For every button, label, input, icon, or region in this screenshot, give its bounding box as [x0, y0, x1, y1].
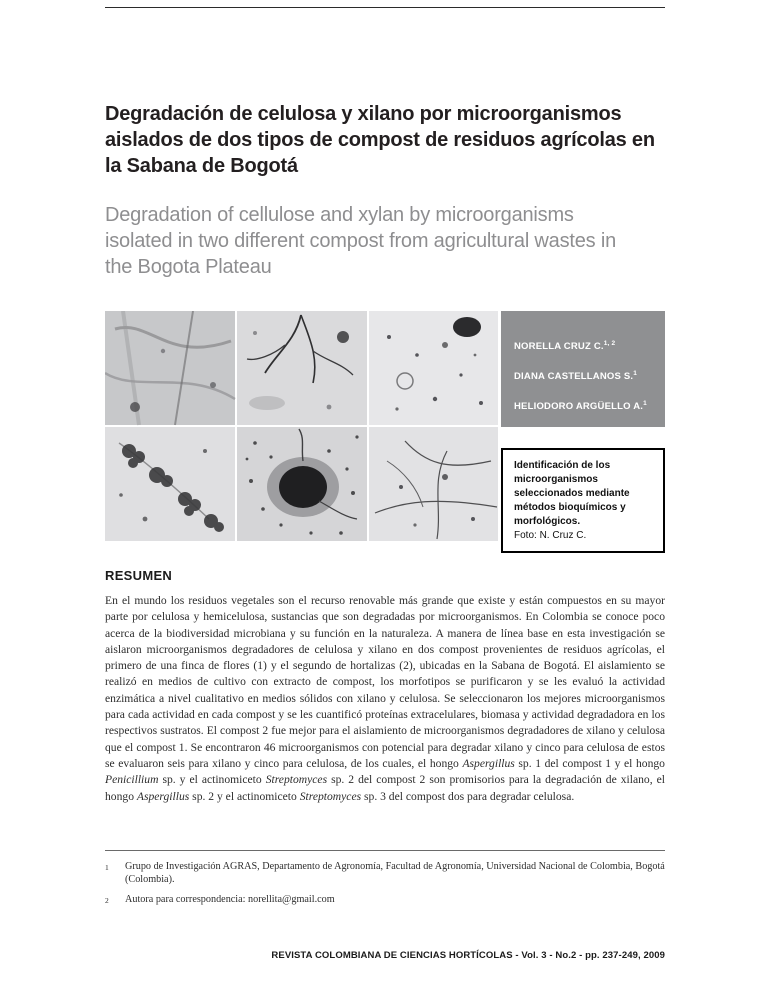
media-row [105, 311, 665, 541]
micrograph-tile [369, 427, 498, 541]
footnote-text: Grupo de Investigación AGRAS, Departamento de Agronomía, Facultad de Agronomía, Universidad Nacional de Colombia, Bogotá (Colombia). [125, 860, 665, 886]
micrograph-tile [237, 311, 367, 425]
abstract-text: En el mundo los residuos vegetales son el recurso renovable más grande que existe y están compuestos en su mayor parte por celulosa y hemicelulosa, sustancias que son degradadas por microorganismos. En Colombia se conoce poco acerca de la biodiversidad microbiana y su función en la naturaleza. A manera de línea base en esta investigación se aislaron microorganismos degradadores de celulosa y xilano en dos compost provenientes de residuos agrícolas, el primero de una finca de flores (1) y el segundo de hortalizas (2), ubicadas en la Sabana de Bogotá. El aislamiento se realizó en medios de cultivo con extracto de compost, los morfotipos se purificaron y se les evaluó la actividad enzimática a nivel cualitativo en medios sólidos con xilano y celulosa. Se seleccionaron los mejores microorganismos para cada actividad en cada compost y se les cuantificó proteínas extracelulares, biomasa y actividad degradadora en los respectivos sustratos. El compost 2 fue mejor para el aislamiento de microorganismos degradadores de xilano y celulosa que el compost 1. Se encontraron 46 microorganismos con potencial para degradar xilano y cinco para celulosa de estos se evaluaron seis para xilano y cinco para celulosa, de los cuales, el hongo Aspergillus sp. 1 del compost 1 y el hongo Penicillium sp. y el actinomiceto Streptomyces sp. 2 del compost 2 son promisorios para la degradación de xilano, el hongo Aspergillus sp. 2 y el actinomiceto Streptomyces sp. 3 del compost dos para degradar celulosa. [105, 594, 665, 803]
micrograph-tile [369, 311, 498, 425]
author-name [514, 400, 652, 412]
footnote-affiliation [105, 860, 665, 887]
abstract-heading: RESUMEN [105, 568, 173, 583]
footnote-number: 2 [105, 895, 109, 905]
top-rule [105, 7, 665, 8]
footnote-text: Autora para correspondencia: norellita@gmail.com [125, 893, 335, 905]
micrograph-collage-svg [105, 311, 498, 541]
author-name [514, 340, 652, 352]
micrograph-tile [105, 427, 235, 541]
author-name-text: NORELLA CRUZ C. [514, 341, 604, 353]
micrograph-collage [105, 311, 498, 541]
author-affiliation-sup: 1, 2 [603, 340, 616, 347]
title-spanish: Degradación de celulosa y xilano por microorganismos aislados de dos tipos de compost de residuos agrícolas en la Sabana de Bogotá [105, 103, 655, 177]
authors-box [501, 311, 665, 427]
footnote-rule [105, 850, 665, 851]
author-name-text: DIANA CASTELLANOS S. [514, 371, 634, 383]
photo-caption-box [501, 448, 665, 553]
journal-footer: REVISTA COLOMBIANA DE CIENCIAS HORTÍCOLAS - Vol. 3 - No.2 - pp. 237-249, 2009 [271, 950, 665, 961]
photo-caption-text: Identificación de los microorganismos seleccionados mediante métodos bioquímicos y morfológicos. [514, 460, 630, 527]
footnotes [105, 860, 665, 914]
right-column [501, 311, 665, 541]
footnote-number: 1 [105, 862, 109, 872]
author-affiliation-sup: 1 [643, 400, 647, 408]
title-english: Degradation of cellulose and xylan by microorganisms isolated in two different compost from agricultural wastes in the Bogota Plateau [105, 204, 617, 278]
author-affiliation-sup: 1 [633, 370, 638, 378]
author-name [514, 370, 652, 382]
micrograph-tile [237, 427, 367, 541]
author-name-text: HELIODORO ARGÜELLO A. [514, 401, 644, 413]
photo-credit: Foto: N. Cruz C. [514, 530, 587, 541]
micrograph-tile [105, 311, 235, 425]
footnote-correspondence [105, 893, 665, 908]
